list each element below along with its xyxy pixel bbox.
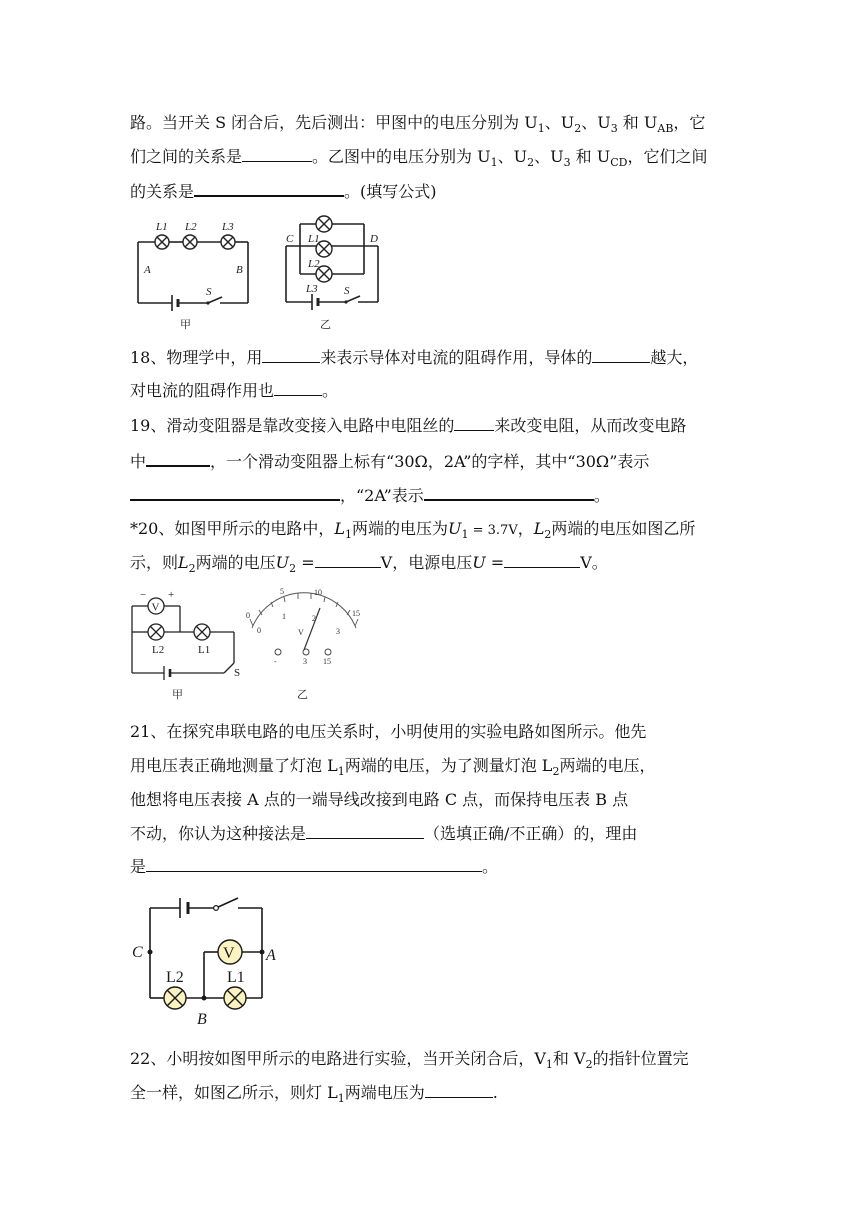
dial-tick-outer: 0 xyxy=(246,611,250,620)
q21-line-4: 不动，你认为这种接法是 （选填正确/不正确）的，理由 xyxy=(130,824,638,843)
answer-blank[interactable] xyxy=(146,857,482,872)
label-L3: L3 xyxy=(306,283,318,295)
label-B: B xyxy=(197,1011,207,1028)
q19-line-1: 19、滑动变阻器是靠改变接入电路中电阻丝的 来改变电阻，从而改变电路 xyxy=(130,416,687,435)
figure-caption: 甲 xyxy=(172,689,183,701)
svg-text:V: V xyxy=(223,945,235,962)
battery-icon xyxy=(172,295,178,311)
label-L2: L2 xyxy=(166,969,184,986)
answer-blank[interactable] xyxy=(315,553,381,568)
dial-tick-inner: 1 xyxy=(282,612,286,621)
bulb-icon xyxy=(221,235,235,249)
answer-blank[interactable] xyxy=(146,451,210,467)
q17-line-2: 们之间的关系是 。乙图中的电压分别为 $U_1$、$U_2$、$U_3$ 和 $U_{CD}$，它们之间 xyxy=(130,147,708,170)
bulb-icon xyxy=(183,235,197,249)
dial-tick-inner: 2 xyxy=(312,614,316,623)
label-S: S xyxy=(234,667,241,679)
q17-line-1: 路。当开关 S 闭合后，先后测出：甲图中的电压分别为 $U_1$、$U_2$、$U_3$ 和 $U_{AB}$，它 xyxy=(130,113,706,136)
label-B: B xyxy=(236,264,243,276)
voltmeter-icon xyxy=(148,598,164,614)
answer-blank[interactable] xyxy=(130,485,340,501)
q18-line-1: 18、物理学中，用 来表示导体对电流的阻碍作用，导体的 越大， xyxy=(130,348,699,367)
label-L1: L1 xyxy=(227,969,245,986)
answer-blank[interactable] xyxy=(424,485,594,501)
dial-tick-outer: 5 xyxy=(280,587,284,596)
label-C: C xyxy=(132,944,143,961)
switch-icon xyxy=(214,906,219,911)
minus-label: − xyxy=(140,589,147,601)
figure-caption: 甲 xyxy=(180,319,191,331)
q20-voltmeter-dial xyxy=(240,588,370,700)
battery-icon xyxy=(180,898,188,918)
label-L3: L3 xyxy=(222,221,234,233)
q21-line-3: 他想将电压表接 A 点的一端导线改接到电路 C 点，而保持电压表 B 点 xyxy=(130,790,629,809)
answer-blank[interactable] xyxy=(425,1083,493,1098)
battery-icon xyxy=(164,666,170,680)
q20-line-1: *20、如图甲所示的电路中，$L_1$两端的电压为$U_1 = 3.7V$，$L_2$两端的电压如图乙所 xyxy=(130,519,696,542)
switch-icon xyxy=(344,300,347,303)
label-L2: L2 xyxy=(185,221,197,233)
battery-icon xyxy=(312,294,318,310)
answer-blank[interactable] xyxy=(194,181,344,197)
terminal-label: 15 xyxy=(323,657,331,666)
figure-caption: 乙 xyxy=(297,689,308,701)
bulb-icon xyxy=(224,987,246,1009)
answer-blank[interactable] xyxy=(504,553,580,568)
answer-blank[interactable] xyxy=(306,824,424,839)
q20-circuit-jia xyxy=(128,588,248,700)
label-A: A xyxy=(144,264,151,276)
label-L1: L1 xyxy=(308,233,320,245)
junction-dot xyxy=(260,950,265,955)
dial-tick-inner: 0 xyxy=(257,626,261,635)
dial-tick-outer: 15 xyxy=(352,609,360,618)
q21-line-2: 用电压表正确地测量了灯泡 $L_1$两端的电压，为了测量灯泡 $L_2$两端的电压， xyxy=(130,756,656,779)
q18-line-2: 对电流的阻碍作用也 。 xyxy=(130,381,339,400)
figure-caption: 乙 xyxy=(320,319,331,331)
q17-circuit-yi xyxy=(280,210,390,335)
answer-blank[interactable] xyxy=(454,416,494,431)
voltmeter-icon xyxy=(218,940,242,964)
dial-tick-inner: 3 xyxy=(336,627,340,636)
bulb-icon xyxy=(155,235,169,249)
answer-blank[interactable] xyxy=(242,147,312,162)
q19-line-2: 中 ，一个滑动变阻器上标有“30Ω，2A”的字样，其中“30Ω”表示 xyxy=(130,452,650,471)
q22-line-1: 22、小明按如图甲所示的电路进行实验，当开关闭合后，$V_1$和 $V_2$的指针位置完 xyxy=(130,1049,689,1072)
junction-dot xyxy=(202,996,207,1001)
svg-text:V: V xyxy=(151,601,160,614)
q21-line-1: 21、在探究串联电路的电压关系时，小明使用的实验电路如图所示。他先 xyxy=(130,722,647,741)
q22-line-2: 全一样，如图乙所示，则灯 $L_1$两端电压为 . xyxy=(130,1083,498,1106)
q19-line-3: ，“2A”表示 。 xyxy=(130,485,610,506)
label-S: S xyxy=(206,286,212,298)
label-L1: L1 xyxy=(198,644,211,656)
bulb-icon xyxy=(148,624,164,640)
answer-blank[interactable] xyxy=(262,348,320,363)
q17-line-3: 的关系是 。(填写公式) xyxy=(130,182,437,201)
bulb-icon xyxy=(316,216,332,232)
dial-unit: V xyxy=(298,628,304,637)
terminal-label: - xyxy=(274,657,277,666)
terminal-label: 3 xyxy=(303,657,307,666)
answer-blank[interactable] xyxy=(592,348,650,363)
label-A: A xyxy=(266,947,276,964)
label-C: C xyxy=(286,233,294,245)
dial-tick-outer: 10 xyxy=(314,588,322,597)
label-L2: L2 xyxy=(152,644,165,656)
q17-circuit-jia xyxy=(130,215,260,335)
label-L1: L1 xyxy=(156,221,168,233)
q21-circuit xyxy=(130,890,290,1030)
label-L2: L2 xyxy=(308,258,320,270)
label-S: S xyxy=(344,285,350,297)
switch-icon xyxy=(206,301,209,304)
q21-line-5: 是 。 xyxy=(130,857,499,876)
bulb-icon xyxy=(194,624,210,640)
bulb-icon xyxy=(164,987,186,1009)
answer-blank[interactable] xyxy=(274,381,322,396)
label-D: D xyxy=(370,233,378,245)
q20-line-2: 示，则$L_2$两端的电压$U_2 = V$，电源电压U = V。 xyxy=(130,553,608,576)
plus-label: + xyxy=(168,589,175,601)
junction-dot xyxy=(148,950,153,955)
